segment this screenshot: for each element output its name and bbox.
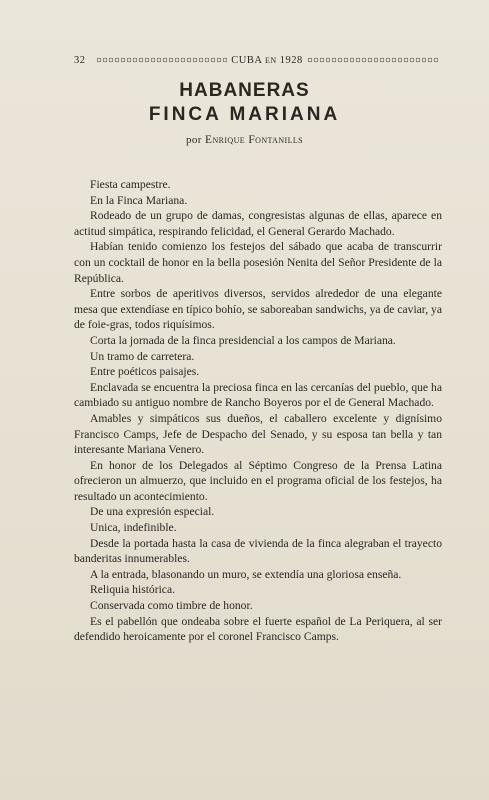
magazine-name: CUBA	[231, 54, 262, 66]
paragraph: Rodeado de un grupo de damas, congresistas algunas de ellas, aparece en actitud simpática, respirando felicidad, el General Gerardo Machado.	[74, 209, 442, 238]
paragraph: Es el pabellón que ondeaba sobre el fuerte español de La Periquera, al ser defendido heroicamente por el coronel Francisco Camps.	[74, 614, 442, 644]
paragraph: Conservada como timbre de honor.	[90, 599, 253, 613]
paragraph: Reliquia histórica.	[90, 583, 176, 597]
paragraph: Entre sorbos de aperitivos diversos, servidos alrededor de una elegante mesa que extendíase en típico bohío, se saboreaban sandwichs, ya de caviar, ya de foie-gras, todos riquísimos.	[74, 287, 442, 332]
running-title	[231, 55, 303, 66]
byline-por: por	[186, 134, 202, 146]
byline	[0, 134, 489, 146]
section-title: HABANERAS	[179, 80, 310, 101]
paragraph: Entre poéticos paisajes.	[90, 365, 200, 379]
issue-year: 1928	[279, 54, 303, 66]
paragraph: A la entrada, blasonando un muro, se extendía una gloriosa enseña.	[90, 567, 402, 581]
paragraph: Amables y simpáticos sus dueños, el caballero excelente y dignísimo Francisco Camps, Jefe de Despacho del Senado, y su esposa tan bella y tan interesante Mariana Venero.	[74, 411, 442, 457]
author-name: Enrique Fontanills	[205, 134, 303, 146]
paragraph: Unica, indefinible.	[90, 521, 177, 535]
paragraph: Fiesta campestre.	[90, 178, 171, 191]
article-body	[74, 177, 442, 645]
paragraph: En la Finca Mariana.	[90, 193, 188, 207]
page-number: 32	[74, 54, 86, 66]
article-title: FINCA MARIANA	[148, 104, 341, 125]
paragraph: Corta la jornada de la finca presidencial a los campos de Mariana.	[90, 333, 396, 347]
paragraph: Desde la portada hasta la casa de vivienda de la finca alegraban el trayecto banderitas innumerables.	[74, 536, 442, 566]
paragraph: Un tramo de carretera.	[90, 349, 195, 363]
paragraph: Habían tenido comienzo los festejos del sábado que acaba de transcurrir con un cocktail de honor en la bella posesión Nenita del Señor Presidente de la República.	[74, 240, 442, 285]
running-header	[74, 52, 442, 68]
wave-ornament-left	[96, 57, 227, 63]
running-title-en: EN	[264, 55, 277, 65]
paragraph: Enclavada se encuentra la preciosa finca en las cercanías del pueblo, que ha cambiado su antiguo nombre de Rancho Boyeros por el de General Machado.	[74, 380, 442, 410]
paragraph: En honor de los Delegados al Séptimo Congreso de la Prensa Latina ofrecieron un almuerzo, que incluido en el programa oficial de los festejos, ha resultado un acontecimiento.	[74, 458, 442, 503]
paragraph: De una expresión especial.	[90, 505, 215, 519]
wave-ornament-right	[307, 57, 438, 63]
